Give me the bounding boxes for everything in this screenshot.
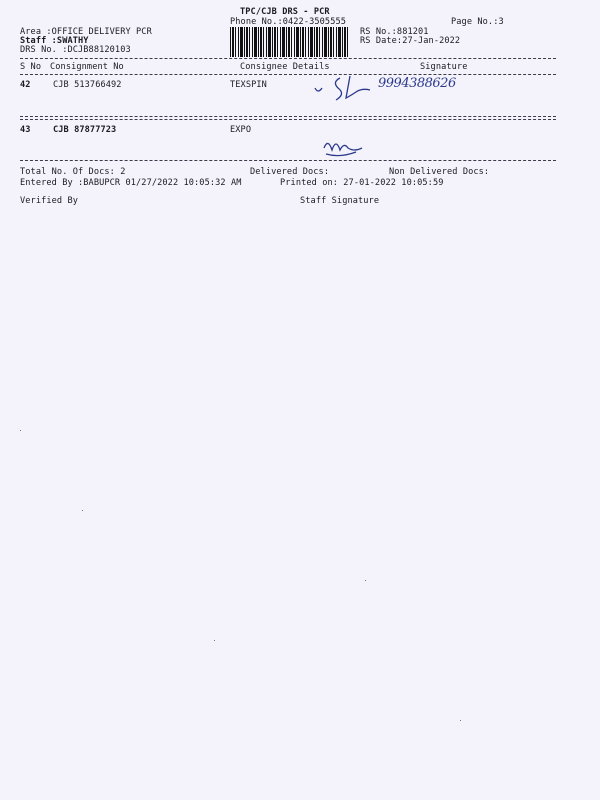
document-title: TPC/CJB DRS - PCR (240, 7, 330, 17)
phone-number: Phone No.:0422-3505555 (230, 17, 347, 27)
staff-signature-label: Staff Signature (300, 196, 380, 206)
scan-speck (20, 430, 21, 431)
column-header-consignee: Consignee Details (240, 62, 330, 72)
footer-divider (20, 160, 556, 161)
row-sno: 42 (20, 80, 31, 90)
column-header-consignment: Consignment No (50, 62, 124, 72)
rs-number: RS No.:881201 (360, 27, 429, 37)
scan-speck (82, 510, 83, 511)
row-divider (20, 119, 556, 120)
non-delivered-docs: Non Delivered Docs: (389, 167, 490, 177)
verified-by-label: Verified By (20, 196, 79, 206)
area-label: Area :OFFICE DELIVERY PCR (20, 27, 152, 37)
row-consignment-no: CJB 513766492 (53, 80, 122, 90)
column-header-sno: S No (20, 62, 42, 72)
column-header-signature: Signature (420, 62, 468, 72)
scan-speck (365, 580, 366, 581)
row-divider (20, 116, 556, 117)
row-consignment-no: CJB 87877723 (53, 125, 117, 135)
row-consignee: EXPO (230, 125, 252, 135)
drs-number: DRS No. :DCJB88120103 (20, 45, 131, 55)
printed-on: Printed on: 27-01-2022 10:05:59 (280, 178, 444, 188)
total-docs: Total No. Of Docs: 2 (20, 167, 126, 177)
handwritten-initials (320, 136, 370, 162)
row-consignee: TEXSPIN (230, 80, 267, 90)
scan-speck (214, 640, 215, 641)
staff-label: Staff :SWATHY (20, 36, 89, 46)
row-sno: 43 (20, 125, 31, 135)
page-number: Page No.:3 (451, 17, 504, 27)
rs-date: RS Date:27-Jan-2022 (360, 36, 461, 46)
delivered-docs: Delivered Docs: (250, 167, 330, 177)
header-divider (20, 58, 556, 59)
handwritten-phone-note: 9994388626 (378, 76, 456, 91)
barcode-image (230, 27, 350, 57)
scan-speck (460, 720, 461, 721)
entered-by: Entered By :BABUPCR 01/27/2022 10:05:32 AM (20, 178, 242, 188)
